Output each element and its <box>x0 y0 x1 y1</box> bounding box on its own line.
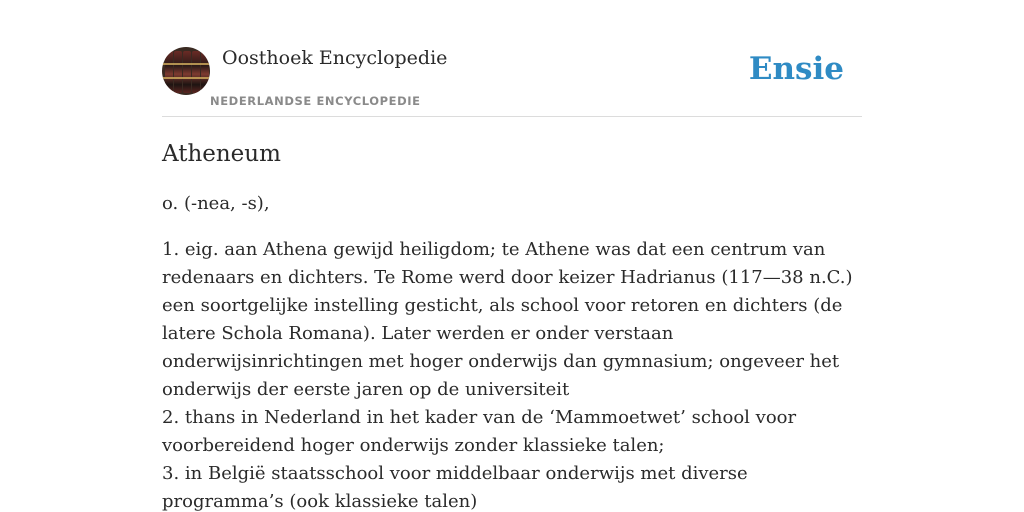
site-header <box>162 0 862 117</box>
definition-item: 1. eig. aan Athena gewijd heiligdom; te Athene was dat een centrum van redenaars en dichters. Te Rome werd door keizer Hadrianus (117—38 n.C.) een soortgelijke instelling gesticht, als school voor retoren en dichters (de latere Schola Romana). Later werden er onder verstaan onderwijsinrichtingen met hoger onderwijs dan gymnasium; ongeveer het onderwijs der eerste jaren op de universiteit <box>162 239 853 400</box>
site-title[interactable]: Oosthoek Encyclopedie <box>222 47 448 69</box>
article-headword: Atheneum <box>162 141 281 167</box>
definition-item: 2. thans in Nederland in het kader van de ‘Mammoetwet’ school voor voorbereidend hoger onderwijs zonder klassieke talen; <box>162 407 797 456</box>
article <box>162 138 862 512</box>
definition-item: 3. in België staatsschool voor middelbaar onderwijs met diverse programma’s (ook klassieke talen) <box>162 463 748 512</box>
brand-logo[interactable]: Ensie <box>748 51 844 87</box>
definition-text <box>162 236 862 512</box>
site-subtitle: NEDERLANDSE ENCYCLOPEDIE <box>210 94 421 108</box>
grammar-note: o. (-nea, -s), <box>162 193 270 214</box>
encyclopedia-books-icon[interactable] <box>162 47 210 95</box>
